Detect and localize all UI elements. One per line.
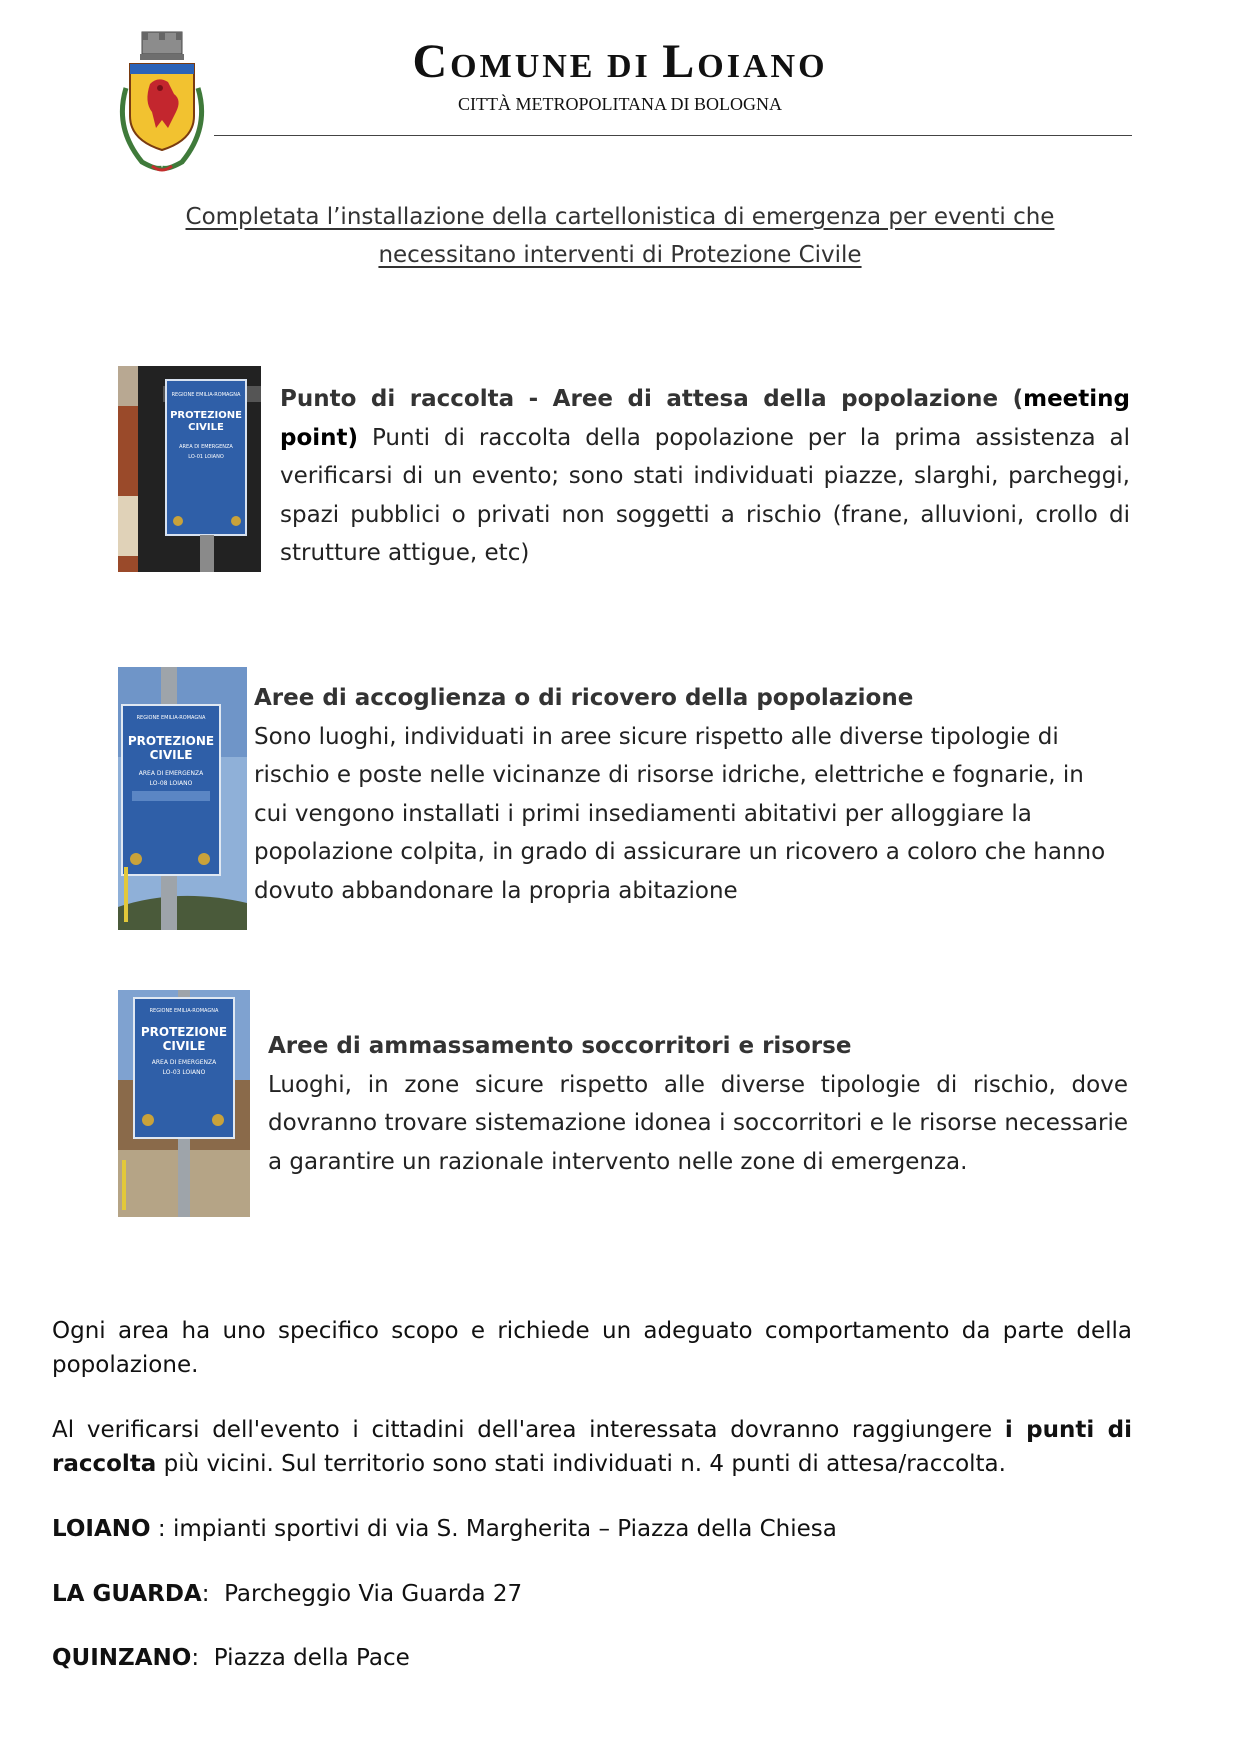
sign-photo-image	[118, 990, 250, 1217]
sign-photo-image	[118, 667, 247, 930]
location-la-guarda: LA GUARDA: Parcheggio Via Guarda 27	[52, 1581, 523, 1607]
svg-text:REGIONE EMILIA-ROMAGNA: REGIONE EMILIA-ROMAGNA	[149, 1008, 219, 1014]
location-loiano: LOIANO : impianti sportivi di via S. Margherita – Piazza della Chiesa	[52, 1516, 837, 1542]
section-rescuers-area: Aree di ammassamento soccorritori e risorse Luoghi, in zone sicure rispetto alle diverse tipologie di rischio, dove dovranno trovare sistemazione idonea i soccorritori e le risorse necessarie a garantire un razionale intervento nelle zone di emergenza.	[268, 1033, 1128, 1175]
svg-text:LO-01 LOIANO: LO-01 LOIANO	[188, 454, 224, 460]
section-meeting-point: Punto di raccolta - Aree di attesa della popolazione (meeting point) Punti di raccolta della popolazione per la prima assistenza al verificarsi di un evento; sono stati individuati piazze, slarghi, parcheggi, spazi pubblici o privati non soggetti a rischio (frane, alluvioni, crollo di strutture attigue, etc)	[280, 386, 1130, 566]
town-title: COMUNE DI LOIANO	[412, 35, 828, 88]
sign-photo-reception-area	[118, 667, 247, 930]
paragraph-gathering-points: Al verificarsi dell'evento i cittadini dell'area interessata dovranno raggiungere i punti di raccolta più vicini. Sul territorio sono stati individuati n. 4 punti di attesa/raccolta.	[52, 1417, 1132, 1477]
coat-of-arms-icon	[112, 28, 212, 178]
svg-text:CIVILE: CIVILE	[188, 422, 224, 433]
svg-text:AREA DI EMERGENZA: AREA DI EMERGENZA	[179, 444, 233, 450]
sign-photo-image	[118, 366, 261, 572]
svg-text:PROTEZIONE: PROTEZIONE	[170, 410, 242, 421]
section-reception-area: Aree di accoglienza o di ricovero della popolazione Sono luoghi, individuati in aree sicure rispetto alle diverse tipologie di rischio e poste nelle vicinanze di risorse idriche, elettriche e fognarie, in cui vengono installati i primi insediamenti abitativi per alloggiare la popolazione colpita, in grado di assicurare un ricovero a coloro che hanno dovuto abbandonare la propria abitazione	[254, 685, 1106, 904]
svg-text:LO-03 LOIANO: LO-03 LOIANO	[162, 1069, 206, 1076]
svg-text:LO-08 LOIANO: LO-08 LOIANO	[149, 780, 193, 787]
svg-text:PROTEZIONE: PROTEZIONE	[127, 734, 215, 748]
sign-photo-meeting-point	[118, 366, 261, 572]
page-title: Completata l’installazione della cartellonistica di emergenza per eventi che necessitano interventi di Protezione Civile	[185, 204, 1055, 268]
svg-text:AREA DI EMERGENZA: AREA DI EMERGENZA	[138, 770, 204, 777]
sign-photo-rescuers-area	[118, 990, 250, 1217]
header-divider	[214, 135, 1132, 136]
svg-text:REGIONE EMILIA-ROMAGNA: REGIONE EMILIA-ROMAGNA	[171, 392, 241, 398]
svg-text:PROTEZIONE: PROTEZIONE	[140, 1025, 228, 1039]
location-quinzano: QUINZANO: Piazza della Pace	[52, 1645, 410, 1671]
paragraph-area-purpose: Ogni area ha uno specifico scopo e richiede un adeguato comportamento da parte della popolazione.	[52, 1318, 1132, 1378]
letterhead	[0, 0, 1239, 190]
town-subtitle: CITTÀ METROPOLITANA DI BOLOGNA	[457, 94, 783, 114]
svg-text:CIVILE: CIVILE	[162, 1039, 206, 1053]
svg-text:REGIONE EMILIA-ROMAGNA: REGIONE EMILIA-ROMAGNA	[136, 715, 206, 721]
svg-text:AREA DI EMERGENZA: AREA DI EMERGENZA	[151, 1059, 217, 1066]
svg-text:CIVILE: CIVILE	[149, 748, 193, 762]
